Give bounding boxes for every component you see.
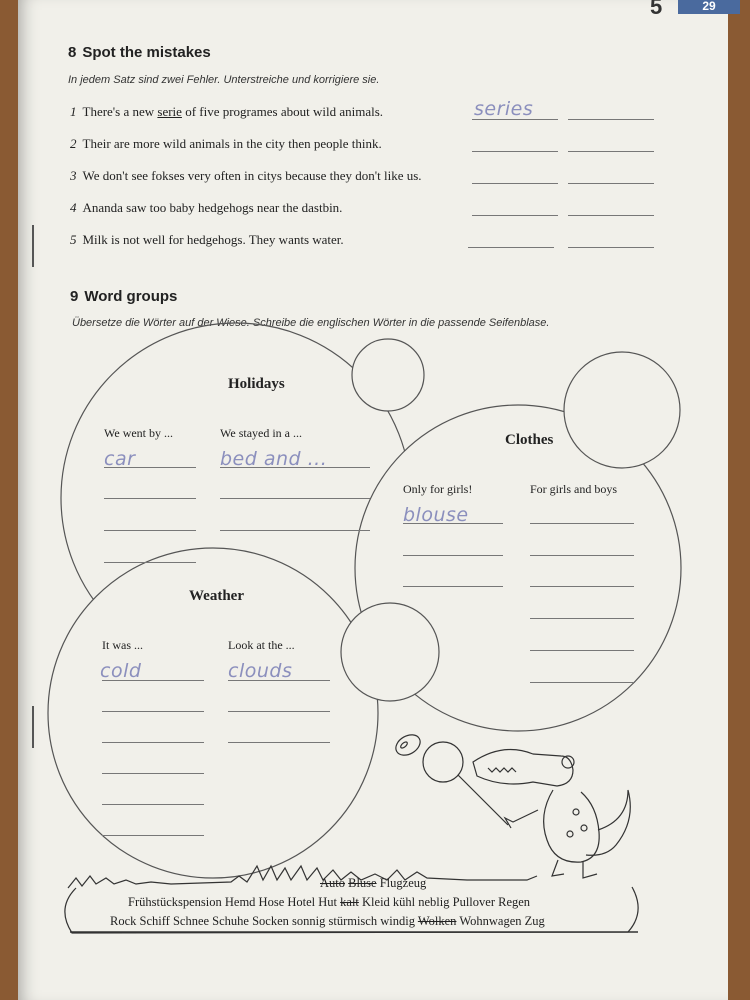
underlined-mistake: serie [157,104,182,119]
clothes-title: Clothes [505,432,554,448]
exercise-8-instruction: In jedem Satz sind zwei Fehler. Unterstreiche und korrigiere sie. [68,74,380,86]
clothes-col1-label: Only for girls! [403,482,473,496]
answer-line[interactable] [530,682,634,683]
answer-line[interactable] [403,555,503,556]
holidays-answer: bed and ... [220,448,328,470]
sentence-2: 2 Their are more wild animals in the city then people think. [70,136,382,151]
weather-col1-label: It was ... [102,638,143,652]
answer-line[interactable] [104,467,196,468]
answer-line[interactable] [102,773,204,774]
answer-line[interactable] [102,835,204,836]
small-bubble [352,339,424,411]
answer-line[interactable] [104,498,196,499]
answer-line[interactable] [403,523,503,524]
small-bubble [564,352,680,468]
meadow-word: Auto [320,876,345,890]
answer-line[interactable] [220,530,370,531]
weather-col2-label: Look at the ... [228,638,295,652]
exercise-9-instruction: Übersetze die Wörter auf der Wiese. Schreibe die englischen Wörter in die passende Seifenblase. [72,317,550,329]
exercise-title: Spot the mistakes [82,44,211,61]
bubble-diagram [18,0,728,1000]
meadow-words-row-1 [320,876,426,891]
sentence-4: 4 Ananda saw too baby hedgehogs near the dastbin. [70,200,343,215]
meadow-word: Bluse [348,876,377,890]
answer-line[interactable] [530,650,634,651]
meadow-word: Flugzeug [379,876,427,890]
answer-line[interactable] [228,742,330,743]
answer-line[interactable] [228,711,330,712]
answer-line[interactable] [220,498,370,499]
weather-answer: clouds [228,660,293,682]
sentence-1: 1 There's a new serie of five programes about wild animals. [70,104,384,119]
page-number: 29 [678,0,740,14]
meadow-words-row-2: Frühstückspension Hemd Hose Hotel Hut kalt Kleid kühl neblig Pullover Regen [128,895,531,909]
exercise-number: 8 [68,44,77,61]
holidays-answer: car [104,448,136,470]
answer-line[interactable] [530,618,634,619]
exercise-number: 9 [70,288,79,305]
meadow-words-row-3: Rock Schiff Schnee Schuhe Socken sonnig stürmisch windig Wolken Wohnwagen Zug [110,914,545,928]
answer-line[interactable] [530,555,634,556]
answer-line[interactable] [102,680,204,681]
holidays-col2-label: We stayed in a ... [220,426,303,440]
answer-line[interactable] [102,711,204,712]
holidays-title: Holidays [228,376,285,392]
unit-number: 5 [650,0,663,19]
answer-line[interactable] [530,586,634,587]
answer-line[interactable] [102,804,204,805]
answer-line[interactable] [403,586,503,587]
exercise-title: Word groups [84,288,178,305]
answer-line[interactable] [220,467,370,468]
answer-line[interactable] [104,562,196,563]
holidays-col1-label: We went by ... [104,426,174,440]
meadow-word: Wolken [417,914,457,928]
sentence-5: 5 Milk is not well for hedgehogs. They wants water. [70,232,344,247]
clothes-col2-label: For girls and boys [530,482,617,496]
answer-line[interactable] [104,530,196,531]
answer-line[interactable] [228,680,330,681]
answer-line[interactable] [530,523,634,524]
weather-answer: cold [100,660,142,682]
weather-title: Weather [189,588,244,604]
worksheet-page [18,0,728,1000]
sentence-3: 3 We don't see fokses very often in citys because they don't like us. [70,168,422,183]
crocodile-illustration [392,731,630,878]
clothes-answer: blouse [403,504,469,526]
answer-line[interactable] [102,742,204,743]
answer-handwriting: series [474,98,534,120]
meadow-grass [68,866,537,888]
meadow-word: kalt [340,895,359,909]
small-bubble [341,603,439,701]
